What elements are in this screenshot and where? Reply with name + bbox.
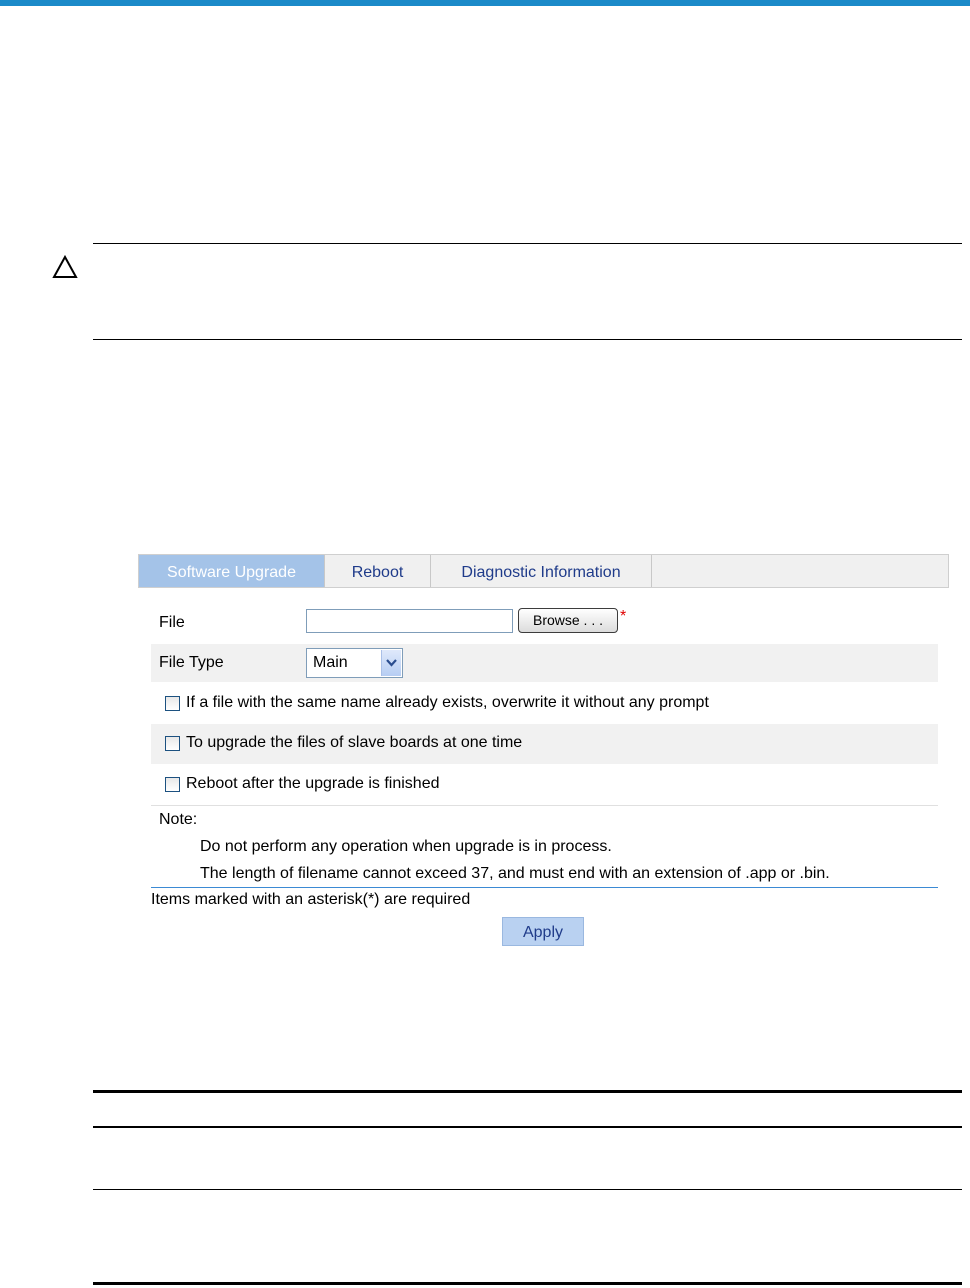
note-line: The length of filename cannot exceed 37, and must end with an extension of .app or .bin. [200, 865, 830, 882]
table-header-rule [93, 1126, 962, 1128]
file-type-value: Main [313, 654, 348, 671]
chevron-down-icon[interactable] [381, 650, 401, 676]
note-separator [151, 805, 938, 806]
caution-bottom-rule [93, 339, 962, 340]
file-path-input[interactable] [306, 609, 513, 633]
caution-top-rule [93, 243, 962, 244]
reboot-after-checkbox[interactable] [165, 777, 180, 792]
slave-upgrade-label: To upgrade the files of slave boards at one time [186, 734, 523, 751]
file-type-select[interactable] [306, 648, 403, 678]
tab-software-upgrade[interactable]: Software Upgrade [139, 555, 325, 587]
note-title: Note: [159, 811, 198, 828]
slave-upgrade-row [151, 724, 938, 764]
overwrite-row [151, 684, 938, 724]
file-type-label: File Type [159, 654, 224, 671]
table-top-rule [93, 1090, 962, 1093]
slave-upgrade-checkbox[interactable] [165, 736, 180, 751]
tab-reboot[interactable]: Reboot [325, 555, 431, 587]
file-label: File [159, 614, 185, 631]
required-asterisk: * [620, 608, 627, 625]
table-row-rule [93, 1189, 962, 1190]
tab-bar [138, 554, 949, 588]
tab-diagnostic-information[interactable]: Diagnostic Information [431, 555, 652, 587]
table-bottom-rule [93, 1282, 962, 1285]
form-footer-line [151, 887, 938, 888]
required-hint: Items marked with an asterisk(*) are required [151, 891, 471, 908]
note-line: Do not perform any operation when upgrade is in process. [200, 838, 612, 855]
reboot-after-row [151, 765, 938, 805]
caution-icon [52, 254, 78, 280]
overwrite-checkbox[interactable] [165, 696, 180, 711]
apply-button[interactable]: Apply [502, 917, 584, 946]
browse-button[interactable]: Browse . . . [518, 608, 618, 633]
file-type-row [151, 644, 938, 682]
top-accent-bar [0, 0, 970, 6]
file-row [151, 604, 938, 642]
reboot-after-label: Reboot after the upgrade is finished [186, 775, 440, 792]
overwrite-label: If a file with the same name already exists, overwrite it without any prompt [186, 694, 709, 711]
